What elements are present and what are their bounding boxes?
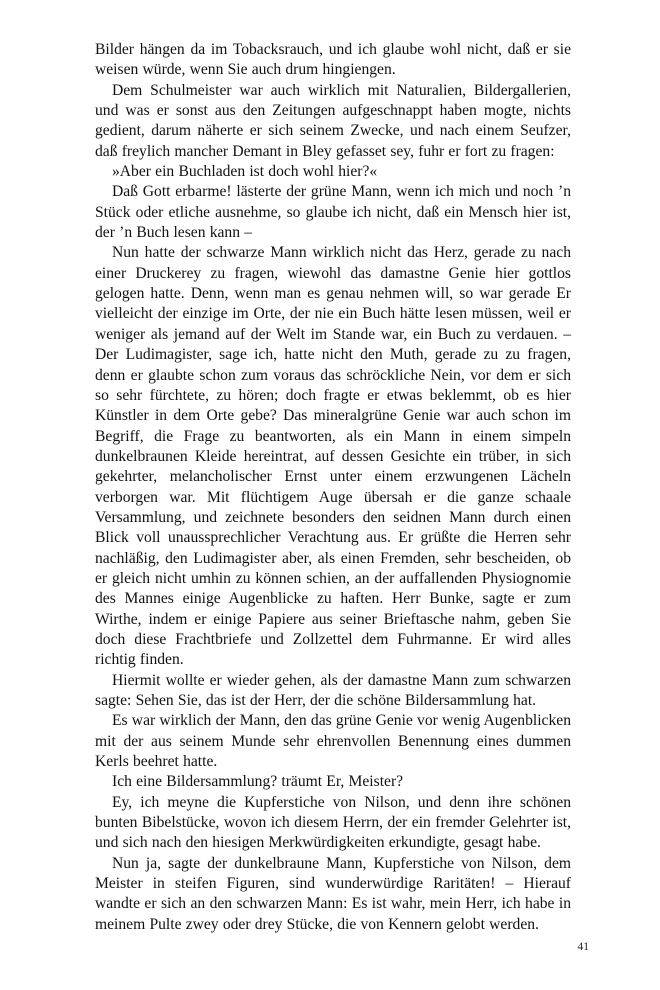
paragraph: Es war wirklich der Mann, den das grüne Genie vor wenig Augenblicken mit der aus seinem Munde sehr ehrenvollen Benennung eines dummen Kerls beehret hatte. [95,712,571,771]
page-text [95,40,571,935]
paragraph: Nun hatte der schwarze Mann wirklich nicht das Herz, gerade zu nach einer Druckerey zu fragen, wiewohl das damastne Genie hier gottlos gelogen hatte. Denn, wenn man es genau nehmen will, so war gerade Er vielleicht der einzige im Orte, der nie ein Buch hätte lesen müssen, weil er weniger als jemand auf der Welt im Stande war, ein Buch zu verdauen. – Der Ludimagister, sage ich, hatte nicht den Muth, gerade zu zu fragen, denn er glaubte schon zum voraus das schröckliche Nein, vor dem er sich so sehr fürchtete, zu hören; doch fragte er etwas beklemmt, ob es hier Künstler in dem Orte gebe? Das mineralgrüne Genie war auch schon im Begriff, die Frage zu beantworten, als ein Mann in einem simpeln dunkelbraunen Kleide hereintrat, auf dessen Gesichte ein trüber, in sich gekehrter, melancholischer Ernst unter einem erzwungenen Lächeln verborgen war. Mit flüchtigem Auge übersah er die ganze schaale Versammlung, und zeichnete besonders den seidnen Mann durch einen Blick voll unaussprechlicher Verachtung aus. Er grüßte die Herren sehr nachläßig, den Ludimagister aber, als einen Fremden, sehr bescheiden, ob er gleich nicht umhin zu können schien, an der auffallenden Physiognomie des Mannes einige Augenblicke zu haften. Herr Bunke, sagte er zum Wirthe, indem er einige Papiere aus seiner Brieftasche nahm, geben Sie doch diese Frachtbriefe und Zollzettel dem Fuhrmanne. Er wird alles richtig finden. [95,244,571,669]
paragraph: Ich eine Bildersammlung? träumt Er, Meister? [112,773,404,791]
paragraph: Daß Gott erbarme! lästerte der grüne Mann, wenn ich mich und noch ’n Stück oder etliche ausnehme, so glaube ich nicht, daß ein Mensch hier ist, der ’n Buch lesen kann – [95,183,571,242]
paragraph: »Aber ein Buchladen ist doch wohl hier?« [112,163,378,181]
paragraph: Hiermit wollte er wieder gehen, als der damastne Mann zum schwarzen sagte: Sehen Sie, das ist der Herr, der die schöne Bildersammlung hat. [95,671,571,709]
paragraph: Dem Schulmeister war auch wirklich mit Naturalien, Bildergallerien, und was er sonst aus den Zeitungen aufgeschnappt haben mogte, nichts gedient, darum näherte er sich seinem Zwecke, und nach einem Seufzer, daß freylich mancher Demant in Bley gefasset sey, fuhr er fort zu fragen: [95,81,571,160]
paragraph: Bilder hängen da im Tobacksrauch, und ich glaube wohl nicht, daß er sie weisen würde, wenn Sie auch drum hingiengen. [95,41,571,79]
paragraph: Ey, ich meyne die Kupferstiche von Nilson, und denn ihre schönen bunten Bibelstücke, wovon ich diesem Herrn, der ein fremder Gelehrter ist, und sich nach den hiesigen Merkwürdigkeiten erkundigte, gesagt habe. [95,793,571,852]
page-number: 41 [577,941,589,953]
paragraph: Nun ja, sagte der dunkelbraune Mann, Kupferstiche von Nilson, dem Meister in steifen Figuren, sind wunderwürdige Raritäten! – Hierauf wandte er sich an den schwarzen Mann: Es ist wahr, mein Herr, ich habe in meinem Pulte zwey oder drey Stücke, die von Kennern gelobt werden. [95,854,571,933]
